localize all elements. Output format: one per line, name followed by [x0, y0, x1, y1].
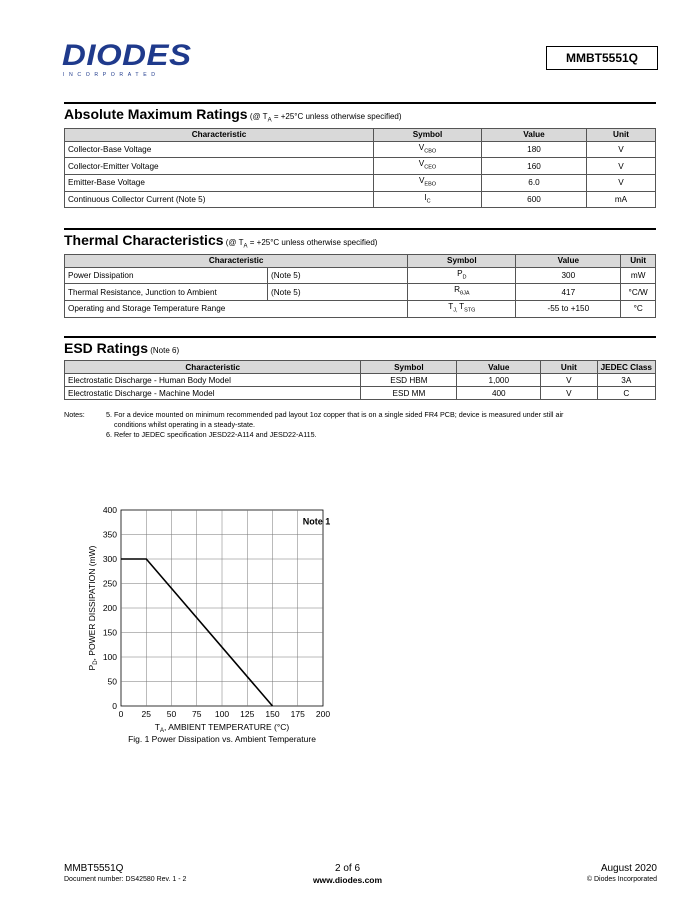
table-row: Electrostatic Discharge - Human Body Model ESD HBM 1,000 V 3A	[65, 374, 656, 387]
table-row: Continuous Collector Current (Note 5) $I_C$ 600 mA	[65, 191, 656, 208]
x-tick-label: 75	[192, 709, 202, 719]
abs-max-title: Absolute Maximum Ratings (@ $T_A = +25^\circ C$ unless otherwise specified)	[64, 106, 402, 124]
note-5: 5. For a device mounted on minimum recommended pad layout 1oz copper that is on a single sided FR4 PCB; device is measured under still air	[106, 410, 564, 419]
thermal-section	[64, 228, 656, 318]
table-row: Operating and Storage Temperature Range $T_{J,}$ $T_{STG}$ -55 to +150 °C	[65, 300, 656, 317]
x-tick-label: 200	[315, 709, 331, 719]
esd-title: ESD Ratings (Note 6)	[64, 340, 180, 356]
note-6: 6. Refer to JEDEC specification JESD22-A114 and JESD22-A115.	[106, 430, 317, 439]
esd-table: Characteristic Symbol Value Unit JEDEC Class Electrostatic Discharge - Human Body Model ESD HBM 1,000 V 3A Electrostatic Discharge - Machine Model ESD MM 400 V C	[64, 360, 656, 400]
abs-max-table	[64, 128, 656, 209]
y-tick-label: 200	[102, 603, 117, 613]
x-tick-label: 25	[141, 709, 151, 719]
table-row: Electrostatic Discharge - Machine Model ESD MM 400 V C	[65, 387, 656, 400]
power-derating-chart	[80, 500, 350, 760]
footer-copyright: © Diodes Incorporated	[586, 876, 657, 883]
footer-docnum: Document number: DS42580 Rev. 1 - 2	[64, 876, 187, 883]
thermal-title: Thermal Characteristics (@ $T_A = +25^\circ C$ unless otherwise specified)	[64, 232, 378, 250]
part-number-box: MMBT5551Q	[546, 46, 658, 70]
x-tick-label: 100	[214, 709, 230, 719]
note-5-cont: conditions whilst operating in a steady-state.	[114, 420, 256, 429]
footer-right	[587, 863, 657, 884]
chart-annotation: Note 1	[302, 516, 331, 527]
x-tick-label: 175	[290, 709, 305, 719]
footer-page: 2 of 6	[334, 863, 361, 874]
x-tick-label: 50	[166, 709, 177, 719]
footer-url[interactable]: www.diodes.com	[312, 875, 383, 885]
notes-label: Notes:	[64, 410, 85, 419]
table-row: Power Dissipation (Note 5) $P_D$ 300 mW	[65, 267, 656, 284]
table-row: Collector-Base Voltage $V_{CBO}$ 180 V	[65, 141, 656, 158]
y-tick-label: 100	[102, 652, 117, 662]
footer-date: August 2020	[600, 863, 657, 874]
abs-max-section	[64, 102, 656, 208]
x-tick-label: 0	[118, 709, 124, 719]
col-value: Value	[482, 128, 587, 141]
table-row: Collector-Emitter Voltage $V_{CEO}$ 160 V	[65, 158, 656, 175]
footer-part: MMBT5551Q	[64, 863, 124, 874]
y-tick-label: 150	[102, 627, 117, 638]
logo-subtext: INCORPORATED	[63, 72, 160, 78]
y-tick-label: 0	[112, 701, 117, 711]
x-tick-label: 150	[265, 709, 280, 719]
esd-section	[64, 336, 656, 400]
x-tick-label: 125	[240, 709, 255, 719]
y-tick-label: 250	[102, 578, 117, 589]
y-tick-label: 400	[102, 505, 117, 515]
y-tick-label: 300	[102, 554, 117, 564]
col-unit: Unit	[587, 128, 656, 141]
col-characteristic: Characteristic	[65, 128, 374, 141]
chart-caption: Fig. 1 Power Dissipation vs. Ambient Temperature	[128, 734, 316, 744]
table-row: Thermal Resistance, Junction to Ambient (Note 5) $R_{\theta JA}$ 417 °C/W	[65, 284, 656, 301]
y-tick-label: 50	[107, 676, 117, 687]
diodes-logo	[62, 40, 192, 78]
y-tick-label: 350	[102, 529, 117, 540]
y-axis-label: $P_D$, POWER DISSIPATION (mW)	[87, 545, 99, 671]
table-row: Emitter-Base Voltage $V_{EBO}$ 6.0 V	[65, 174, 656, 191]
thermal-table: Characteristic Symbol Value Unit Power Dissipation (Note 5) $P_D$ 300 mW Thermal Resistance, Junction to Ambient (Note 5) $R_{\theta JA}$ 417 °C/W Operating and Storage Temperature Range $T_{J,}$ $T_{STG}$ -55 to +150 °C	[64, 254, 656, 318]
x-axis-label: $T_A$, AMBIENT TEMPERATURE (°C)	[154, 722, 290, 734]
logo-text: DIODES	[62, 38, 192, 72]
col-symbol: Symbol	[374, 128, 482, 141]
